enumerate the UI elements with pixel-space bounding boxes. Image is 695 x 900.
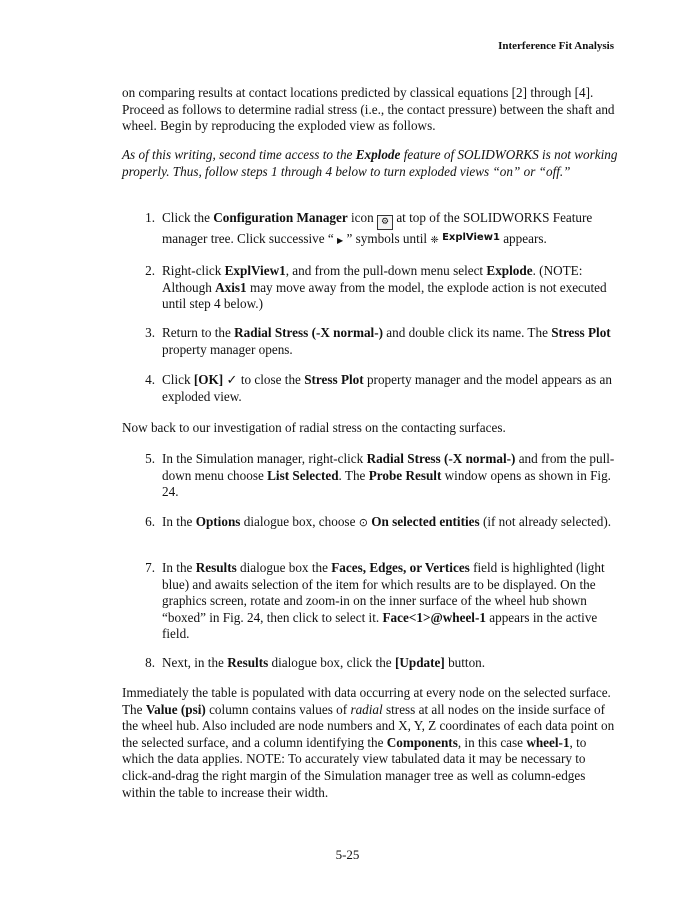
paragraph-transition: Now back to our investigation of radial stress on the contacting surfaces. — [122, 420, 506, 435]
expand-triangle-icon: ▶ — [337, 236, 344, 245]
exploded-view-icon: ❈ — [430, 235, 439, 246]
configuration-manager-icon: ⚙ — [377, 215, 393, 230]
paragraph-results: Immediately the table is populated with data occurring at every node on the selected surface. The Value (psi) column contains values of radial stress at all nodes on the inside surface of the wheel hub. Also included are node numbers and X, Y, Z coordinates of each data point on the selected surface, and a column identifying the Components, in this case wheel-1, to which the data applies. NOTE: To accurately view tabulated data it may be necessary to click-and-drag the right margin of the Simulation manager tree as well as column-edges within the table to increase their width. — [122, 685, 615, 800]
page-number: 5-25 — [335, 847, 360, 862]
running-header: Interference Fit Analysis — [498, 40, 614, 52]
radio-selected-icon: ⊙ — [358, 516, 368, 529]
paragraph-intro: on comparing results at contact locations predicted by classical equations [2] through [4]. Proceed as follows to determine radial stress (i.e., the contact pressure) between the shaft and wheel. Begin by reproducing the exploded view as follows. — [122, 85, 615, 134]
paragraph-note: As of this writing, second time access to the Explode feature of SOLIDWORKS is not working properly. Thus, follow steps 1 through 4 below to turn exploded views “on” or “off.” — [122, 147, 618, 179]
document-page: Interference Fit Analysis on comparing results at contact locations predicted by classical equations [2] through [4]. Proceed as follows to determine radial stress (i.e., the contact pressure) between the shaft and wheel. Begin by reproducing the exploded view as follows. As of this writing, second time access to the Explode feature of SOLIDWORKS is not working properly. Thus, follow steps 1 through 4 below to turn exploded views “on” or “off.” 1. Click the Configuration Manager icon ⚙ at top of the SOLIDWORKS Feature manager tree. Click successive “ ▶ ” symbols until ❈ $^{ExplView1}$ appears. 2. Right-click ExplView1, and from the pull-down menu select Explode. (NOTE: Although Axis1 may move away from the model, the explode action is not executed until step 4 below.) 3. Return to the Radial Stress (-X normal-) and double click its name. The Stress Plot property manager opens. 4. Click [OK] ✓ to close the Stress Plot property manager and the model appears as an exploded view. Now back to our investigation of radial stress on the contacting surfaces. 5. In the Simulation manager, right-click Radial Stress (-X normal-) and from the pull-down menu choose List Selected. The Probe Result window opens as shown in Fig. 24. 6. In the Options dialogue box, choose ⊙ On selected entities (if not already selected). 7. In the Results dialogue box the Faces, Edges, or Vertices field is highlighted (light blue) and awaits selection of the item for which results are to be displayed. On the graphics screen, rotate and zoom-in on the inner surface of the wheel hub shown “boxed” in Fig. 24, then click to select it. Face<1>@wheel-1 appears in the active field. 8. Next, in the Results dialogue box, click the [Update] button. Immediately the table is populated with data occurring at every node on the selected surface. The Value (psi) column contains values of radial stress at all nodes on the inside surface of the wheel hub. Also included are node numbers and X, Y, Z coordinates of each data point on the selected surface, and a column identifying the Components, in this case wheel-1, to which the data applies. NOTE: To accurately view tabulated data it may be necessary to click-and-drag the right margin of the Simulation manager tree as well as column-edges within the table to increase their width. 5-25 — [0, 0, 695, 900]
